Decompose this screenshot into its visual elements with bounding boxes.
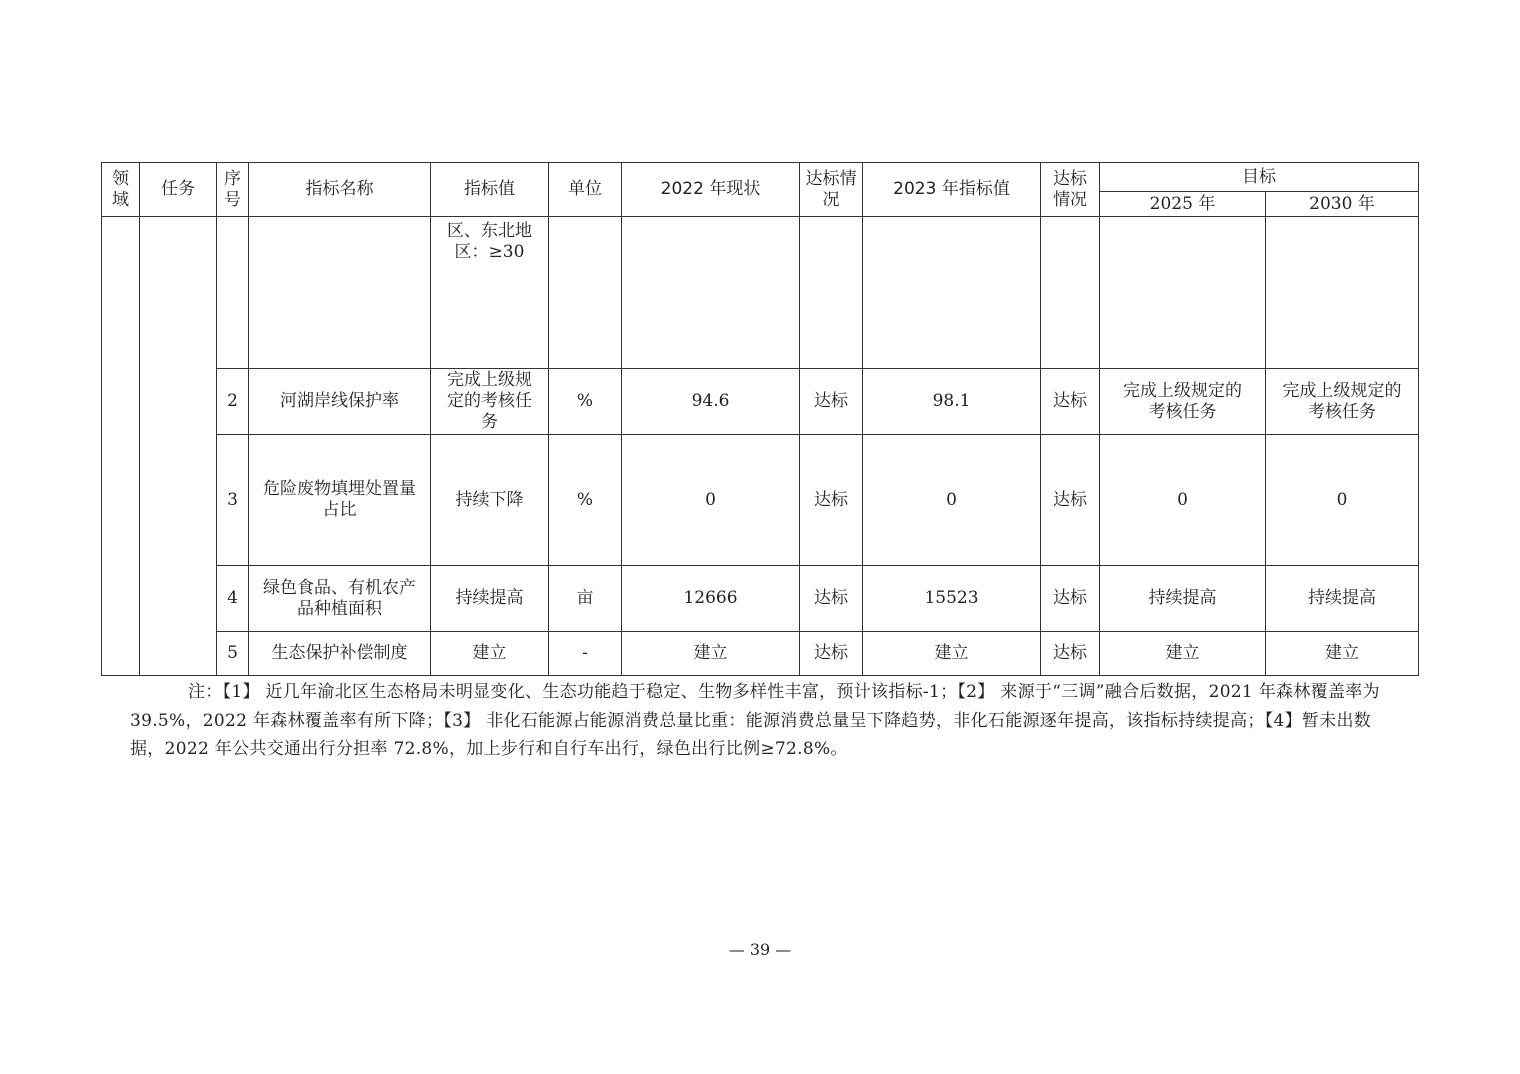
header-task: 任务 <box>140 163 217 217</box>
header-indicator-name: 指标名称 <box>249 163 431 217</box>
table-note: 注：【1】 近几年渝北区生态格局未明显变化、生态功能趋于稳定、生物多样性丰富，预计该指标-1；【2】 来源于“三调”融合后数据，2021 年森林覆盖率为 39.5%，2022 年森林覆盖率有所下降；【3】 非化石能源占能源消费总量比重：能源消费总量呈下降趋势，非化石能源逐年提高，该指标持续提高；【4】暂未出数据，2022 年公共交通出行分担率 72.8%，加上步行和自行车出行，绿色出行比例≥72.8%。 <box>130 682 1380 759</box>
unit-cell: 亩 <box>549 566 622 632</box>
goal-2030-cell: 持续提高 <box>1266 566 1419 632</box>
goal-2025-cell: 完成上级规定的考核任务 <box>1100 369 1266 435</box>
goal-2025-cell: 0 <box>1100 435 1266 566</box>
reach-1-cell: 达标 <box>800 632 863 676</box>
name-cell <box>249 217 431 369</box>
goal-2025-cell <box>1100 217 1266 369</box>
goal-2030-cell: 建立 <box>1266 632 1419 676</box>
page-number: — 39 — <box>728 940 792 959</box>
name-cell: 危险废物填埋处置量占比 <box>249 435 431 566</box>
name-cell: 河湖岸线保护率 <box>249 369 431 435</box>
table-row <box>102 435 1419 566</box>
status-2022-cell: 0 <box>622 435 800 566</box>
unit-cell: % <box>549 435 622 566</box>
reach-1-cell: 达标 <box>800 435 863 566</box>
reach-1-cell: 达标 <box>800 566 863 632</box>
reach-1-cell <box>800 217 863 369</box>
indicator-table <box>101 162 1419 676</box>
goal-2030-cell: 0 <box>1266 435 1419 566</box>
seq-cell: 3 <box>217 435 249 566</box>
goal-2030-cell <box>1266 217 1419 369</box>
name-cell: 生态保护补偿制度 <box>249 632 431 676</box>
header-domain: 领域 <box>102 163 140 217</box>
name-cell: 绿色食品、有机农产品种植面积 <box>249 566 431 632</box>
target-2023-cell: 0 <box>863 435 1041 566</box>
goal-2030-cell: 完成上级规定的考核任务 <box>1266 369 1419 435</box>
target-2023-cell <box>863 217 1041 369</box>
target-2023-cell: 98.1 <box>863 369 1041 435</box>
reach-1-cell: 达标 <box>800 369 863 435</box>
header-goal: 目标 <box>1100 163 1419 192</box>
value-cell: 持续下降 <box>431 435 549 566</box>
table-row <box>102 217 1419 369</box>
unit-cell: % <box>549 369 622 435</box>
unit-cell: - <box>549 632 622 676</box>
header-target-2023: 2023 年指标值 <box>863 163 1041 217</box>
seq-cell <box>217 217 249 369</box>
reach-2-cell <box>1041 217 1100 369</box>
domain-cell <box>102 217 140 676</box>
seq-cell: 2 <box>217 369 249 435</box>
goal-2025-cell: 持续提高 <box>1100 566 1266 632</box>
target-2023-cell: 15523 <box>863 566 1041 632</box>
value-cell: 区、东北地区：≥30 <box>431 217 549 369</box>
reach-2-cell: 达标 <box>1041 632 1100 676</box>
value-cell: 完成上级规定的考核任务 <box>431 369 549 435</box>
header-unit: 单位 <box>549 163 622 217</box>
reach-2-cell: 达标 <box>1041 369 1100 435</box>
goal-2025-cell: 建立 <box>1100 632 1266 676</box>
header-indicator-value: 指标值 <box>431 163 549 217</box>
value-cell: 持续提高 <box>431 566 549 632</box>
unit-cell <box>549 217 622 369</box>
header-2030: 2030 年 <box>1266 192 1419 217</box>
reach-2-cell: 达标 <box>1041 566 1100 632</box>
table-row <box>102 369 1419 435</box>
seq-cell: 5 <box>217 632 249 676</box>
target-2023-cell: 建立 <box>863 632 1041 676</box>
status-2022-cell <box>622 217 800 369</box>
status-2022-cell: 12666 <box>622 566 800 632</box>
status-2022-cell: 94.6 <box>622 369 800 435</box>
table-row <box>102 632 1419 676</box>
header-status-2022: 2022 年现状 <box>622 163 800 217</box>
status-2022-cell: 建立 <box>622 632 800 676</box>
reach-2-cell: 达标 <box>1041 435 1100 566</box>
header-reach-1: 达标情况 <box>800 163 863 217</box>
seq-cell: 4 <box>217 566 249 632</box>
header-reach-2: 达标情况 <box>1041 163 1100 217</box>
value-cell: 建立 <box>431 632 549 676</box>
task-cell <box>140 217 217 676</box>
table-row <box>102 566 1419 632</box>
header-seq: 序号 <box>217 163 249 217</box>
header-2025: 2025 年 <box>1100 192 1266 217</box>
